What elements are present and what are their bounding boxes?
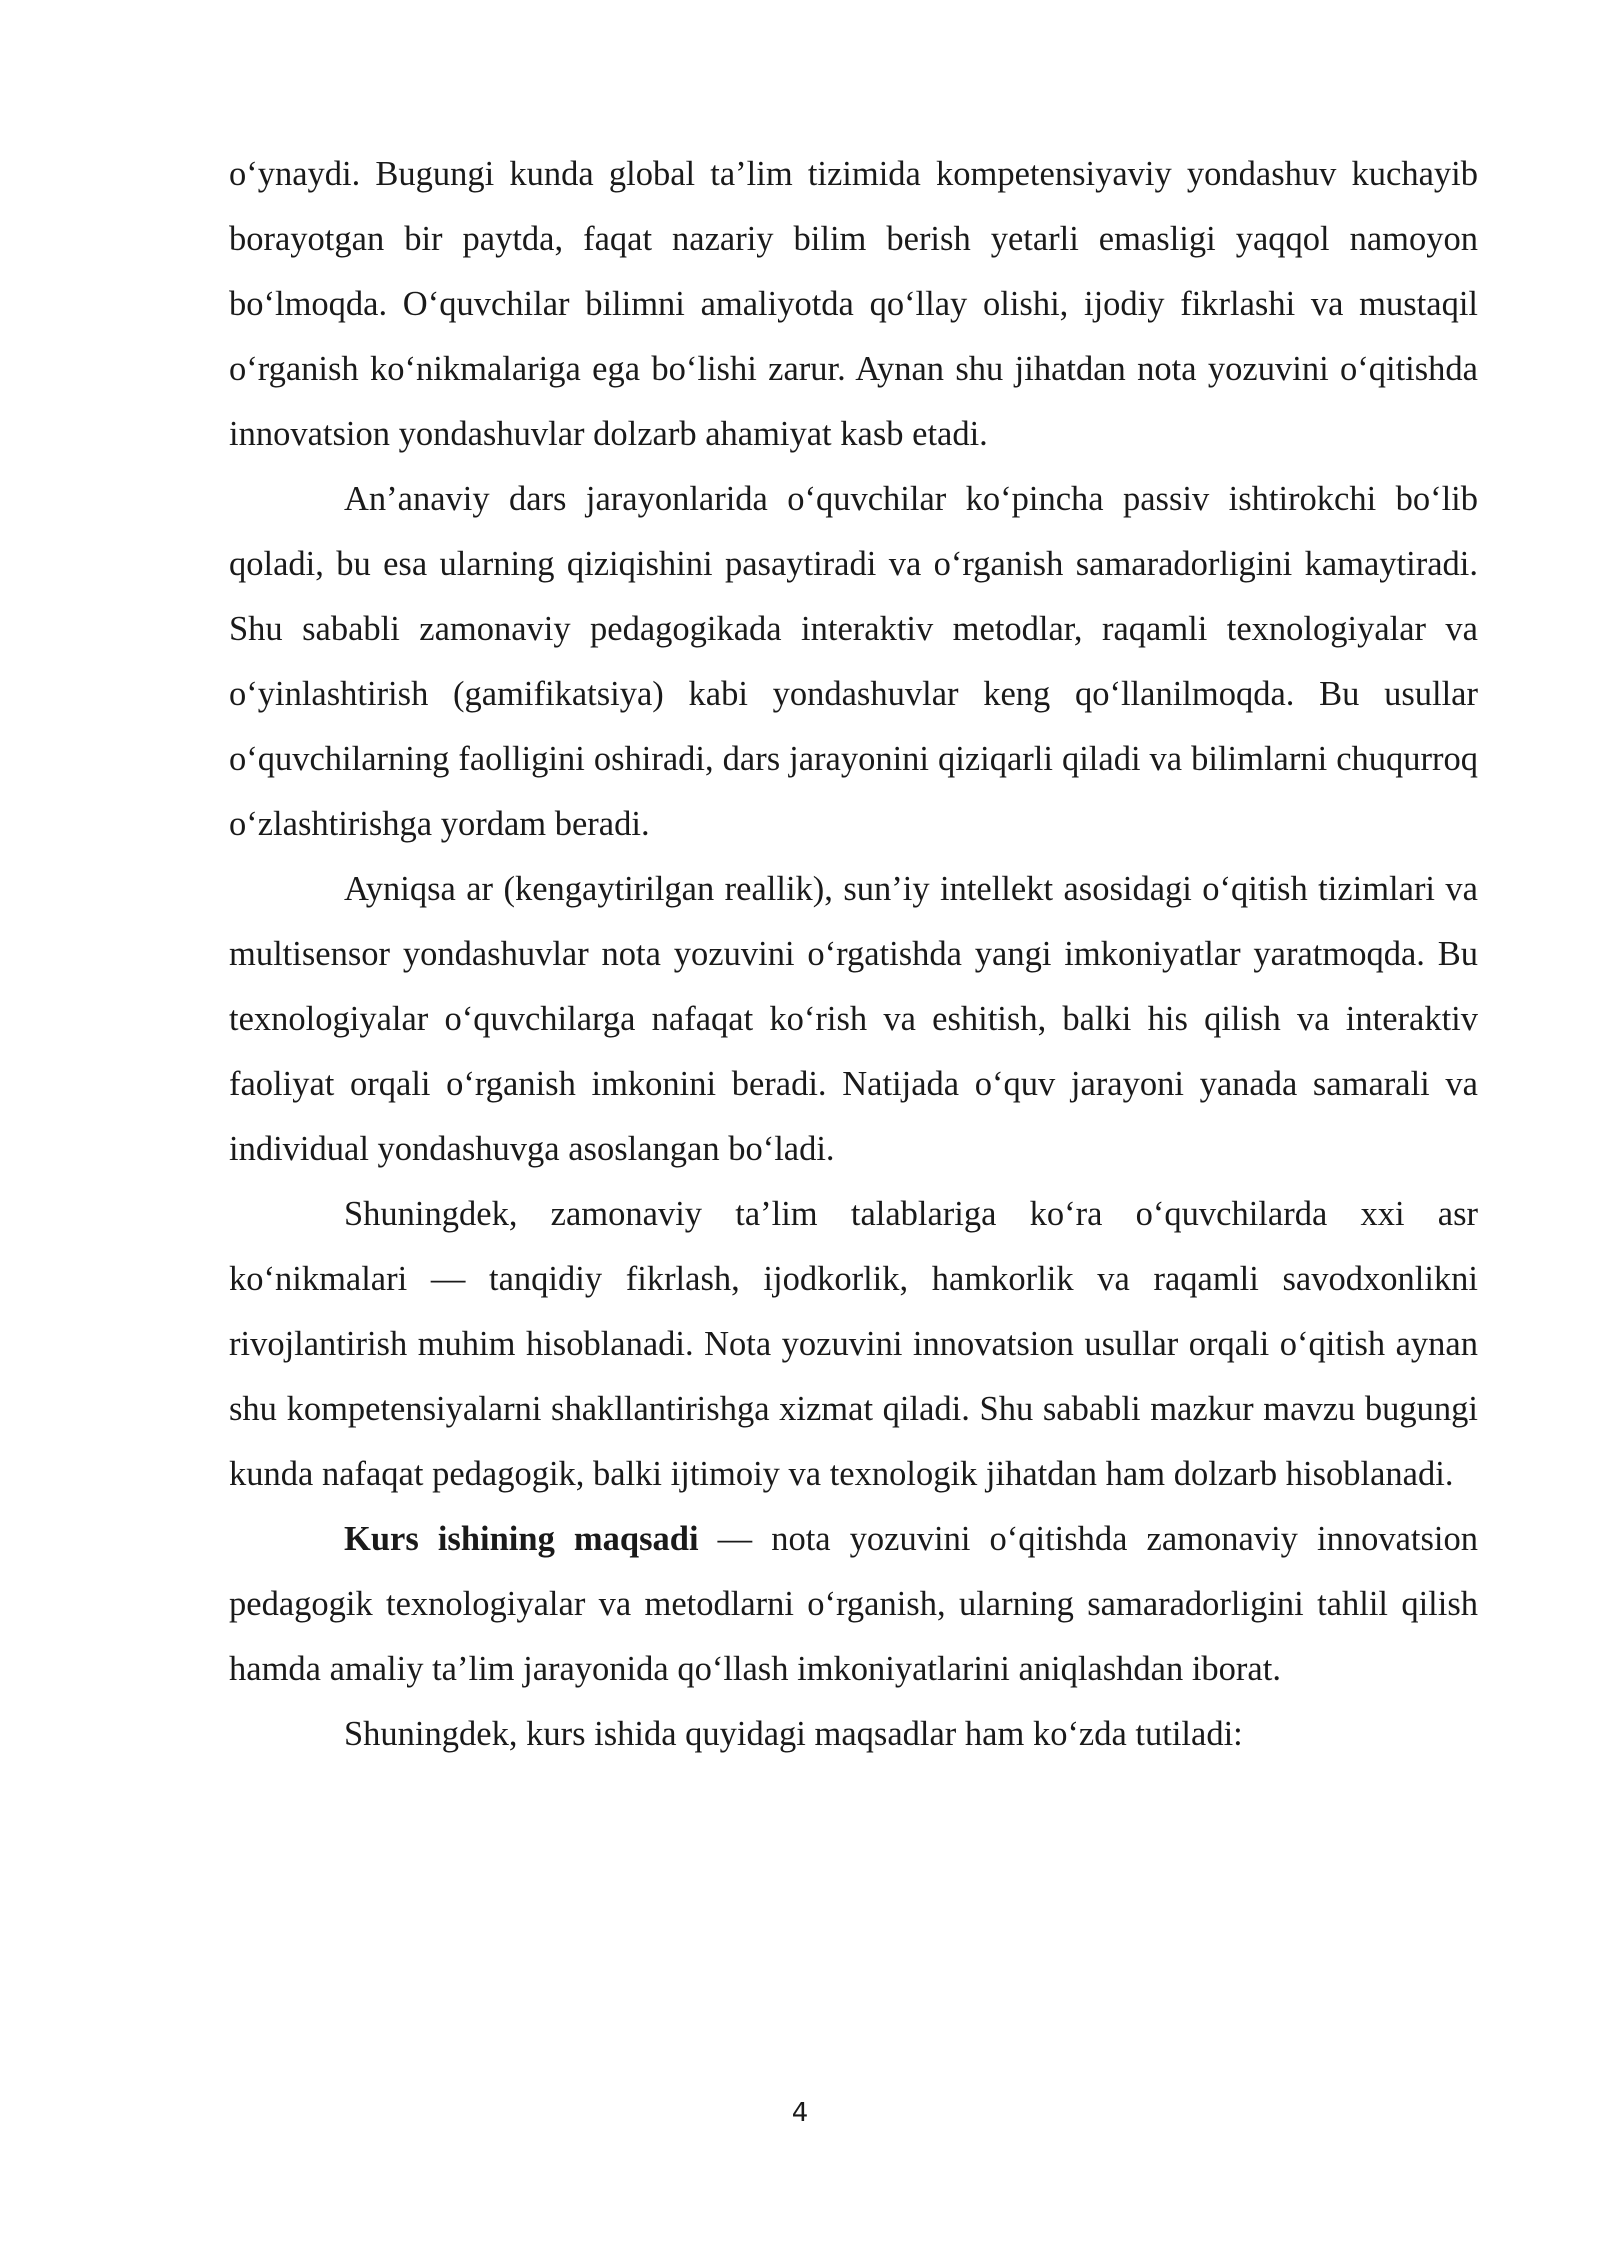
paragraph-5 [229, 1507, 1478, 1702]
paragraph-4: Shuningdek, zamonaviy ta’lim talablariga ko‘ra o‘quvchilarda xxi asr ko‘nikmalari — tanqidiy fikrlash, ijodkorlik, hamkorlik va raqamli savodxonlikni rivojlantirish muhim hisoblanadi. Nota yozuvini innovatsion usullar orqali o‘qitish aynan shu kompetensiyalarni shakllantirishga xizmat qiladi. Shu sababli mazkur mavzu bugungi kunda nafaqat pedagogik, balki ijtimoiy va texnologik jihatdan ham dolzarb hisoblanadi. [229, 1195, 1478, 1493]
paragraph-3: Ayniqsa ar (kengaytirilgan reallik), sun’iy intellekt asosidagi o‘qitish tizimlari va multisensor yondashuvlar nota yozuvini o‘rgatishda yangi imkoniyatlar yaratmoqda. Bu texnologiyalar o‘quvchilarga nafaqat ko‘rish va eshitish, balki his qilish va interaktiv faoliyat orqali o‘rganish imkonini beradi. Natijada o‘quv jarayoni yanada samarali va individual yondashuvga asoslangan bo‘ladi. [229, 870, 1478, 1168]
course-goal-text: — nota yozuvini o‘qitishda zamonaviy innovatsion pedagogik texnologiyalar va metodlarni o‘rganish, ularning samaradorligini tahlil qilish hamda amaliy ta’lim jarayonida qo‘llash imkoniyatlarini aniqlashdan iborat. [229, 1520, 1478, 1688]
body-text [229, 142, 1478, 1767]
paragraph-1: o‘ynaydi. Bugungi kunda global ta’lim tizimida kompetensiyaviy yondashuv kuchayib borayotgan bir paytda, faqat nazariy bilim berish yetarli emasligi yaqqol namoyon bo‘lmoqda. O‘quvchilar bilimni amaliyotda qo‘llay olishi, ijodiy fikrlashi va mustaqil o‘rganish ko‘nikmalariga ega bo‘lishi zarur. Aynan shu jihatdan nota yozuvini o‘qitishda innovatsion yondashuvlar dolzarb ahamiyat kasb etadi. [229, 155, 1478, 453]
paragraph-2: An’anaviy dars jarayonlarida o‘quvchilar ko‘pincha passiv ishtirokchi bo‘lib qoladi, bu esa ularning qiziqishini pasaytiradi va o‘rganish samaradorligini kamaytiradi. Shu sababli zamonaviy pedagogikada interaktiv metodlar, raqamli texnologiyalar va o‘yinlashtirish (gamifikatsiya) kabi yondashuvlar keng qo‘llanilmoqda. Bu usullar o‘quvchilarning faolligini oshiradi, dars jarayonini qiziqarli qiladi va bilimlarni chuqurroq o‘zlashtirishga yordam beradi. [229, 480, 1478, 843]
page-number: 4 [791, 2098, 809, 2128]
paragraph-6: Shuningdek, kurs ishida quyidagi maqsadlar ham ko‘zda tutiladi: [344, 1715, 1243, 1753]
course-goal-heading: Kurs ishining maqsadi [344, 1520, 699, 1558]
